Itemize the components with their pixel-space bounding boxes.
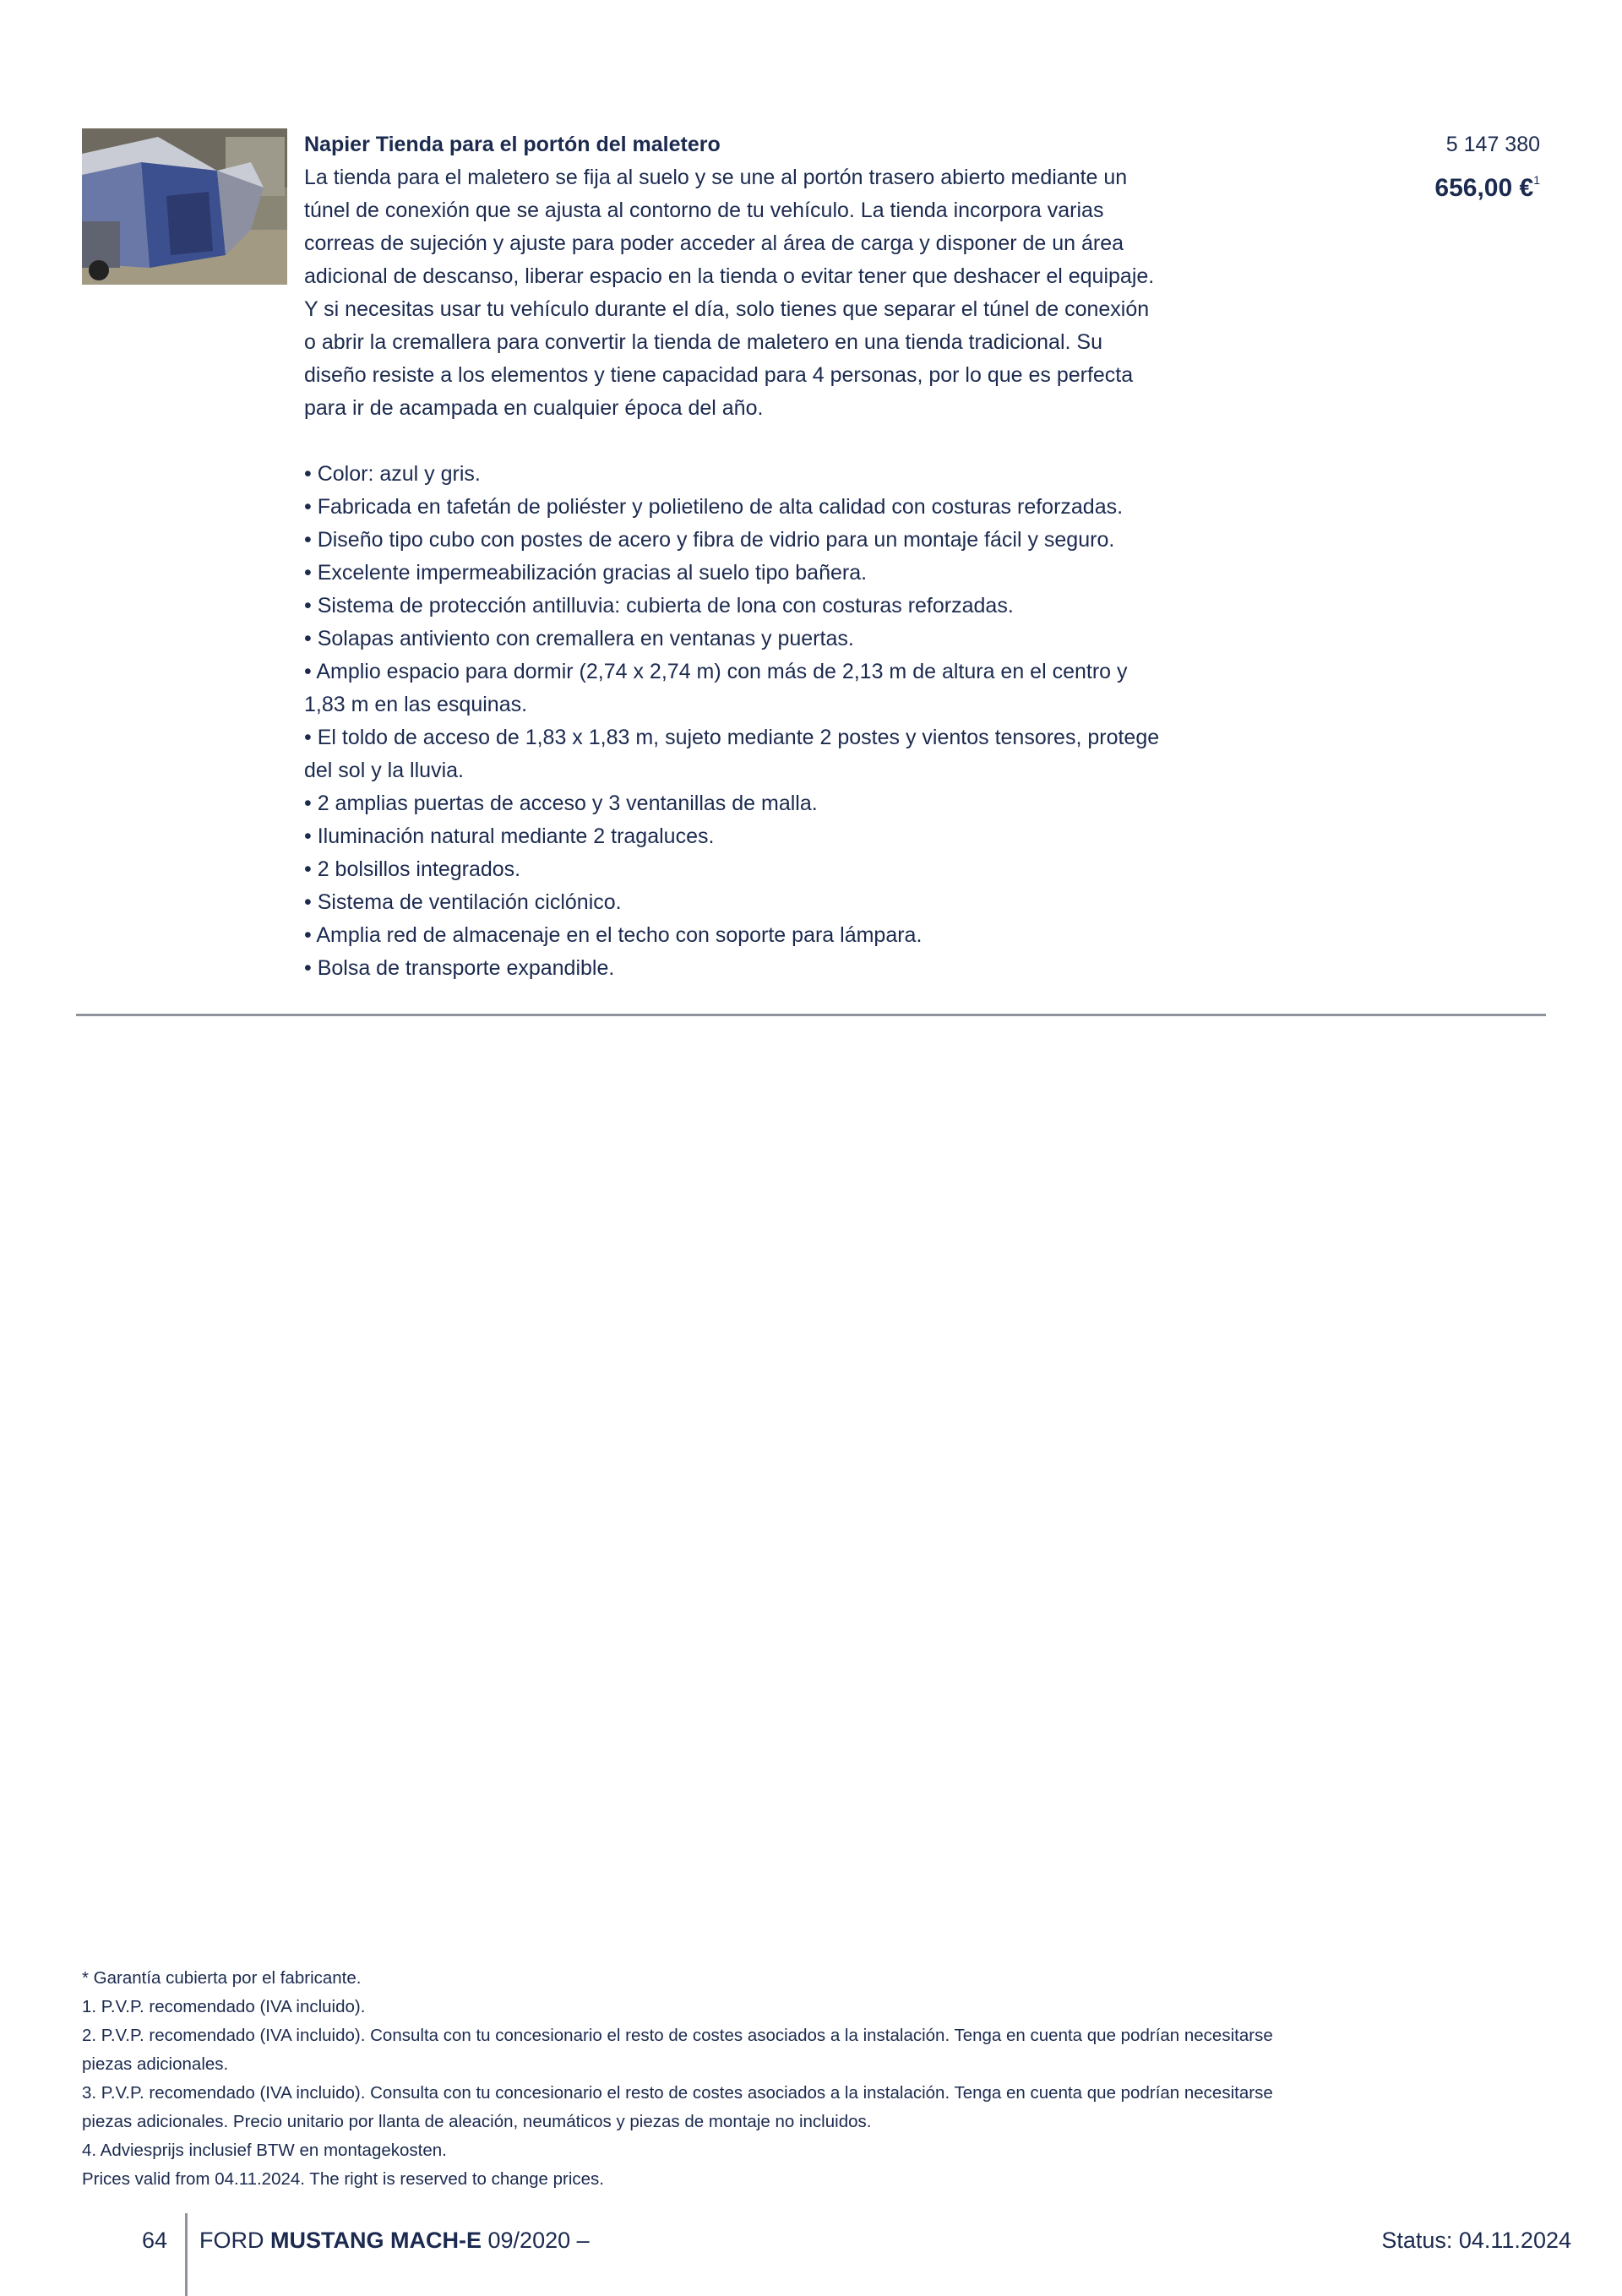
product-price [1434, 161, 1540, 207]
page-number: 64 [142, 2228, 168, 2253]
footnote: 2. P.V.P. recomendado (IVA incluido). Consulta con tu concesionario el resto de costes asociados a la instalación. Tenga en cuenta que podrían necesitarse [82, 2026, 1273, 2045]
feature-item: • Amplio espacio para dormir (2,74 x 2,74 m) con más de 2,13 m de altura en el centro y [304, 660, 1128, 683]
footnote: * Garantía cubierta por el fabricante. [82, 1968, 362, 1988]
description-line: o abrir la cremallera para convertir la tienda de maletero en una tienda tradicional. Su [304, 330, 1102, 354]
footer-divider [185, 2213, 188, 2296]
price-value: 656,00 € [1434, 174, 1534, 202]
description-line: Y si necesitas usar tu vehículo durante el día, solo tienes que separar el túnel de conexión [304, 297, 1150, 321]
footer-model: MUSTANG MACH-E [270, 2228, 482, 2253]
part-number: 5 147 380 [1445, 133, 1540, 156]
feature-item: 1,83 m en las esquinas. [304, 693, 528, 716]
description-line: adicional de descanso, liberar espacio en la tienda o evitar tener que deshacer el equipaje. [304, 264, 1155, 288]
feature-item: • Sistema de protección antilluvia: cubierta de lona con costuras reforzadas. [304, 594, 1014, 618]
tent-photo-icon [82, 128, 287, 285]
feature-item: • El toldo de acceso de 1,83 x 1,83 m, sujeto mediante 2 postes y vientos tensores, protege [304, 726, 1160, 749]
product-meta [1434, 128, 1540, 207]
footnote: piezas adicionales. Precio unitario por llanta de aleación, neumáticos y piezas de montaje no incluidos. [82, 2112, 872, 2131]
feature-item: • Diseño tipo cubo con postes de acero y fibra de vidrio para un montaje fácil y seguro. [304, 528, 1115, 552]
feature-item: • 2 amplias puertas de acceso y 3 ventanillas de malla. [304, 792, 818, 815]
feature-item: • Iluminación natural mediante 2 tragaluces. [304, 824, 715, 848]
product-description [304, 161, 1267, 425]
status-date: Status: 04.11.2024 [1381, 2228, 1571, 2253]
description-line: para ir de acampada en cualquier época del año. [304, 396, 764, 420]
feature-item: del sol y la lluvia. [304, 759, 464, 782]
footnote: 4. Adviesprijs inclusief BTW en montagekosten. [82, 2141, 447, 2160]
product-title: Napier Tienda para el portón del maletero [304, 133, 721, 156]
feature-item: • Excelente impermeabilización gracias al suelo tipo bañera. [304, 561, 868, 585]
footer-brand: FORD [199, 2228, 264, 2253]
page-footer [0, 2213, 1622, 2296]
footnote: 3. P.V.P. recomendado (IVA incluido). Consulta con tu concesionario el resto de costes asociados a la instalación. Tenga en cuenta que podrían necesitarse [82, 2083, 1273, 2103]
feature-item: • Amplia red de almacenaje en el techo con soporte para lámpara. [304, 923, 923, 947]
feature-item: • 2 bolsillos integrados. [304, 857, 521, 881]
footer-edition: 09/2020 – [487, 2228, 590, 2253]
feature-item: • Fabricada en tafetán de poliéster y polietileno de alta calidad con costuras reforzadas. [304, 495, 1124, 519]
footnotes [82, 1964, 1535, 2194]
feature-item: • Bolsa de transporte expandible. [304, 956, 615, 980]
feature-item: • Solapas antiviento con cremallera en ventanas y puertas. [304, 627, 854, 650]
section-divider [76, 1014, 1546, 1016]
feature-item: • Sistema de ventilación ciclónico. [304, 890, 622, 914]
footnote: Prices valid from 04.11.2024. The right is reserved to change prices. [82, 2169, 604, 2189]
feature-item: • Color: azul y gris. [304, 462, 481, 486]
description-line: correas de sujeción y ajuste para poder acceder al área de carga y disponer de un área [304, 231, 1124, 255]
description-line: túnel de conexión que se ajusta al contorno de tu vehículo. La tienda incorpora varias [304, 199, 1104, 222]
description-line: diseño resiste a los elementos y tiene capacidad para 4 personas, por lo que es perfecta [304, 363, 1134, 387]
footer-title [199, 2223, 590, 2257]
footnote: piezas adicionales. [82, 2054, 229, 2074]
feature-list [304, 458, 1267, 985]
product-text [304, 128, 1284, 985]
footnote: 1. P.V.P. recomendado (IVA incluido). [82, 1997, 366, 2016]
price-footnote-marker: 1 [1533, 173, 1540, 187]
description-line: La tienda para el maletero se fija al suelo y se une al portón trasero abierto mediante un [304, 166, 1128, 189]
